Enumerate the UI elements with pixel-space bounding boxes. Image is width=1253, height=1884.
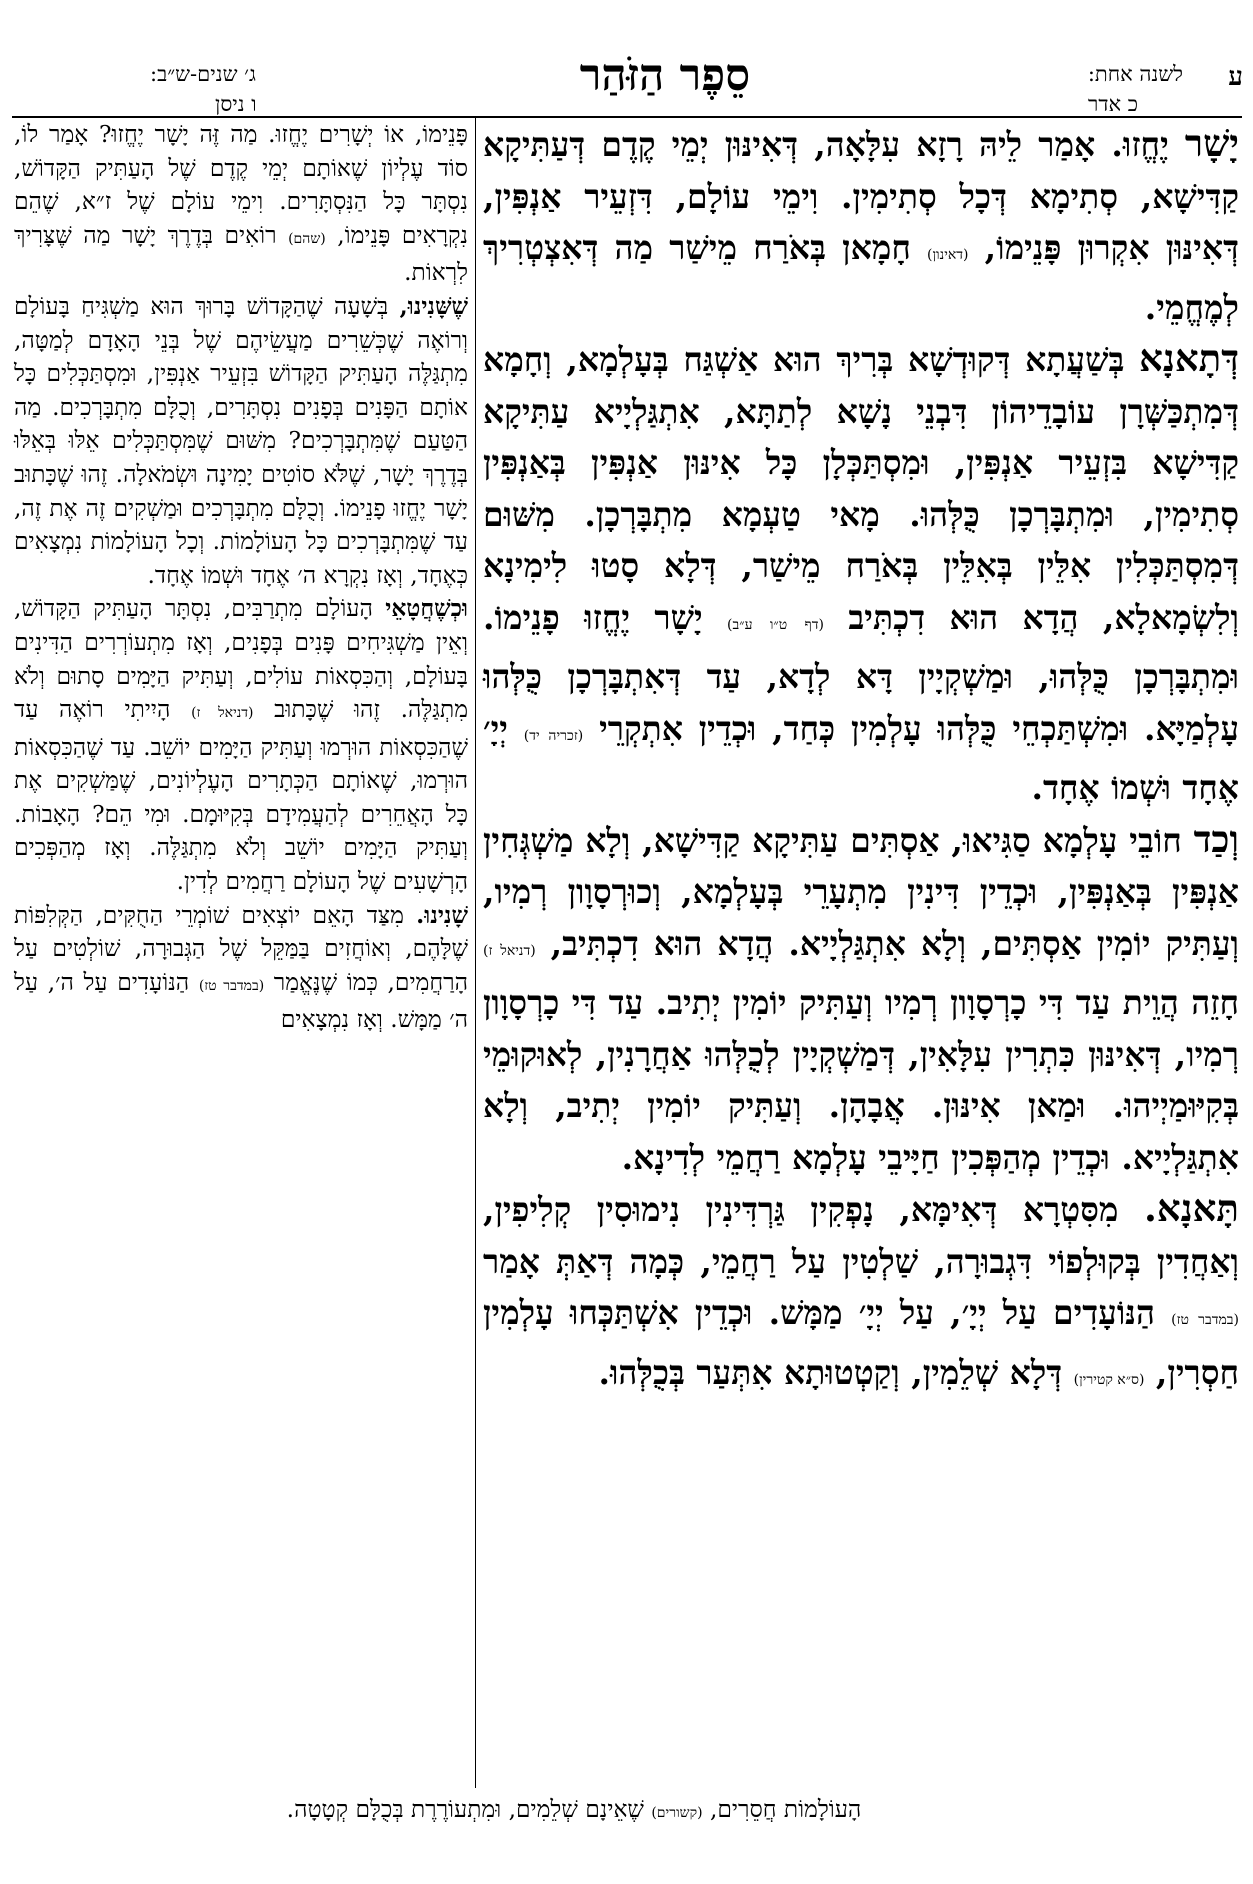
footer-continuation: [14, 1793, 1134, 1830]
main-paragraph-3: [483, 814, 1239, 1184]
source-reference: (דניאל ז): [191, 705, 254, 722]
side-paragraph-2: [14, 290, 468, 592]
opening-word: דְּתָאנָא: [1139, 336, 1239, 380]
header-left-line1: ג׳ שנים-ש״ב:: [150, 62, 256, 86]
opening-word: יָשָׁר: [1184, 121, 1239, 165]
opening-word: שֶׁשָּׁנִינוּ,: [399, 292, 468, 320]
source-reference: (זכריה יד): [523, 727, 584, 744]
paragraph-text: בְּשָׁעָה שֶׁהַקָּדוֹשׁ בָּרוּךְ הוּא מַשְׁגִּיחַ בָּעוֹלָם וְרוֹאֶה שֶׁכְּשֵׁרִים מַעֲשֵׂיהֶם שֶׁל בְּנֵי הָאָדָם לְמַטָּה, מִתְגַּלֶּה הָעַתִּיק הַקָּדוֹשׁ בִּזְעֵיר אַנְפִּין, וּמִסְתַּכְּלִים כָּל אוֹתָם הַפָּנִים בְּפָנִים נִסְתָּרִים, וְכֻלָּם מִתְבָּרְכִים. מַה הַטַּעַם שֶׁמִּתְבָּרְכִים? מִשּׁוּם שֶׁמִּסְתַּכְּלִים אֵלּוּ בְּאֵלּוּ בְּדֶרֶךְ יָשָׁר, שֶׁלֹּא סוֹטִים יָמִינָה וּשְׂמֹאלָה. זֶהוּ שֶׁכָּתוּב יָשָׁר יֶחֱזוּ פָנֵימוֹ. וְכֻלָּם מִתְבָּרְכִים וּמַשְׁקִים זֶה אֶת זֶה, עַד שֶׁמִּתְבָּרְכִים כָּל הָעוֹלָמוֹת. וְכָל הָעוֹלָמוֹת נִמְצָאִים כְּאֶחָד, וְאָז נִקְרָא ה׳ אֶחָד וּשְׁמוֹ אֶחָד.: [14, 292, 468, 589]
side-column-hebrew: [14, 118, 468, 1037]
source-reference: (דף ט״ו ע״ב): [727, 616, 824, 633]
paragraph-text: בְּשַׁעֲתָא דְּקוּדְשָׁא בְּרִיךְ הוּא אַשְׁגַּח בְּעָלְמָא, וְחָמָא דְּמִתְכַּשְּׁרָן עוֹבָדֵיהוֹן דִּבְנֵי נָשָׁא לְתַתָּא, אִתְגַּלְיָיא עַתִּיקָא קַדִּישָׁא בִּזְעֵיר אַנְפִּין, וּמִסְתַּכְּלָן כָּל אִינּוּן אַנְפִּין בְּאַנְפִּין סְתִימִין, וּמִתְבָּרְכָן כֻּלְּהוּ. מָאי טַעְמָא מִתְבָּרְכָן. מִשּׁוּם דְּמִסְתַּכְּלִין אִלֵּין בְּאִלֵּין בְּאֹרַח מֵישַׁר, דְּלָא סָטוּ לִימִינָא וְלִשְׂמָאלָא, הֲדָא הוּא דִכְתִּיב: [483, 340, 1239, 637]
paragraph-text: חָזֵה הֲוֵית עַד דִּי כָרְסָוָון רְמִיו וְעַתִּיק יוֹמִין יְתִיב. עַד דִּי כָרְסָוָון רְמִיו, דְּאִינּוּן כִּתְרִין עִלָּאִין, דְּמַשְׁקְיָין לְכֻלְּהוּ אַחֲרָנִין, לְאוּקוּמֵי בְּקִיּוּמַיְיהוּ. וּמַאן אִינּוּן. אֲבָהָן. וְעַתִּיק יוֹמִין יְתִיב, וְלָא אִתְגַּלְיָיא. וּכְדֵין מְהַפְּכִין חַיָּיבֵי עָלְמָא רַחֲמֵי לְדִינָא.: [483, 983, 1239, 1177]
main-paragraph-4: [483, 1183, 1239, 1406]
opening-word: וְכַד: [1193, 816, 1239, 861]
main-paragraph-2: [483, 333, 1239, 814]
header-left-line2: ו ניסן: [215, 92, 257, 116]
paragraph-text: חוֹבֵי עָלְמָא סַגִּיאוּ, אַסְתִּים עַתִּיקָא קַדִּישָׁא, וְלָא מַשְׁגְּחִין אַנְפִּין בְּאַנְפִּין, וּכְדֵין דִּינִין מִתְעָרֵי בְּעָלְמָא, וְכוּרְסָוָון רְמִיו, וְעַתִּיק יוֹמִין אַסְתִּים, וְלָא אִתְגַּלְיָיא. הֲדָא הוּא דִכְתִּיב,: [483, 820, 1239, 963]
paragraph-text: רוֹאִים בְּדֶרֶךְ יָשָׁר מַה שֶּׁצָּרִיךְ לִרְאוֹת.: [14, 221, 468, 287]
source-reference: (ס״א קטירין): [1073, 1371, 1145, 1388]
source-reference: (דאינון): [927, 247, 969, 263]
paragraph-text: הָעוֹלָם מִתְרַבִּים, נִסְתָּר הָעַתִּיק הַקָּדוֹשׁ, וְאֵין מַשְׁגִּיחִים פָּנִים בְּפָנִים, וְאָז מִתְעוֹרְרִים הַדִּינִים בָּעוֹלָם, וְהַכִּסְאוֹת עוֹלִים, וְעַתִּיק הַיָּמִים סָתוּם וְלֹא מִתְגַּלֶּה. זֶהוּ שֶׁכָּתוּב: [14, 595, 468, 724]
source-reference: (במדבר טז): [1171, 1312, 1240, 1328]
main-column-aramaic: [483, 118, 1239, 1406]
paragraph-text: הַנּוֹעָדִים עַל יְיָ׳, עַל יְיָ׳ מַמָּשׁ. וּכְדֵין אִשְׁתַּכְּחוּ עָלְמִין חַסְרִין,: [483, 1293, 1239, 1392]
source-reference: (דניאל ז): [483, 942, 536, 959]
paragraph-text: הַנּוֹעָדִים עַל ה׳, עַל ה׳ מַמָּשׁ. וְאָז נִמְצָאִים: [14, 968, 468, 1034]
side-paragraph-4: [14, 899, 468, 1037]
main-paragraph-1: [483, 118, 1239, 333]
side-paragraph-3: [14, 592, 468, 898]
paragraph-text: יְיָ׳ אֶחָד וּשְׁמוֹ אֶחָד.: [483, 708, 1239, 807]
paragraph-text: יֶחֱזוּ. אָמַר לֵיהּ רָזָא עִלָּאָה, דְּאִינּוּן יְמֵי קֶדֶם דְּעַתִּיקָא קַדִּישָׁא, סְתִימָא דְּכָל סְתִימִין. וִימֵי עוֹלָם, דִּזְעֵיר אַנְפִּין, דְּאִינּוּן אִקְרוּן פָּנֵימוֹ,: [483, 125, 1239, 267]
paragraph-text: מִצַּד הָאֵם יוֹצְאִים שׁוֹמְרֵי הַחֻקִּים, הַקְּלִפּוֹת שֶׁלָּהֶם, וְאוֹחֲזִים בַּמַּקֵּל שֶׁל הַגְּבוּרָה, שׁוֹלְטִים עַל הָרַחֲמִים, כְּמוֹ שֶׁנֶּאֱמַר: [14, 901, 468, 996]
paragraph-text: מִסִּטְרָא דְּאִימָּא, נָפְקִין גַּרְדִּינִין נִימוּסִין קְלִיפִין, וְאַחֲדִין בְּקוּלְפוֹי דִּגְבוּרָה, שַׁלְטִין עַל רַחֲמֵי, כְּמָה דְּאַתְּ אָמַר: [483, 1190, 1239, 1281]
page-title: סֵפֶר הַזֹּהַר: [579, 50, 751, 101]
source-reference: (קשורים): [651, 1805, 703, 1821]
source-reference: (שהם): [288, 230, 326, 247]
page-letter: ע: [1228, 62, 1243, 92]
side-paragraph-1: [14, 118, 468, 290]
paragraph-text: חָמָאן בְּאֹרַח מֵישַׁר מַה דְּאִצְטְרִיךְ לְמֶחֱמֵי.: [483, 228, 1239, 327]
source-reference: (במדבר טז): [198, 977, 265, 994]
paragraph-text: פָּנֵימוֹ, אוֹ יְשָׁרִים יֶחֱזוּ. מַה זֶּה יָשָׁר יֶחֱזוּ? אָמַר לוֹ, סוֹד עֶלְיוֹן שֶׁאוֹתָם יְמֵי קֶדֶם שֶׁל הָעַתִּיק הַקָּדוֹשׁ, נִסְתָּר כָּל הַנִּסְתָּרִים. וִימֵי עוֹלָם שֶׁל ז״א, שֶׁהֵם נִקְרָאִים פָּנֵימוֹ,: [14, 121, 468, 249]
header-right-line2: כ אדר: [1088, 92, 1138, 116]
paragraph-text: הָיִיתִי רוֹאֶה עַד שֶׁהַכִּסְאוֹת הוּרְמוּ וְעַתִּיק הַיָּמִים יוֹשֵׁב. עַד שֶׁהַכִּסְאוֹת הוּרְמוּ, שֶׁאוֹתָם הַכְּתָרִים הָעֶלְיוֹנִים, שֶׁמַּשְׁקִים אֶת כָּל הָאֲחֵרִים לְהַעֲמִידָם בְּקִיּוּמָם. וּמִי הֵם? הָאָבוֹת. וְעַתִּיק הַיָּמִים יוֹשֵׁב וְלֹא מִתְגַּלֶּה. וְאָז מְהַפְּכִים הָרְשָׁעִים שֶׁל הָעוֹלָם רַחֲמִים לְדִין.: [14, 696, 468, 896]
header-right-line1: לשנה אחת:: [1087, 62, 1183, 86]
opening-word: וּכְשֶׁחֲטָאֵי: [385, 595, 468, 623]
paragraph-text: דְּלָא שְׁלֵמִין, וְקַטְטוּתָא אִתְּעַר בְּכֻלְּהוּ.: [598, 1352, 1074, 1392]
page-header: [0, 0, 1253, 116]
column-divider: [475, 118, 476, 1788]
opening-word: שָׁנִינוּ.: [416, 901, 468, 929]
paragraph-text: יָשָׁר יֶחֱזוּ פָנֵימוֹ. וּמִתְבָּרְכָן כֻּלְּהוּ, וּמַשְׁקְיָין דָּא לְדָא, עַד דְּאִתְבָּרְכָן כֻּלְּהוּ עָלְמַיָּא. וּמִשְׁתַּכְחֵי כֻּלְּהוּ עָלְמִין כְּחַד, וּכְדֵין אִתְקְרֵי: [483, 597, 1240, 748]
opening-word: תָּאנָא.: [1144, 1186, 1239, 1230]
footer-text: שֶׁאֵינָם שְׁלֵמִים, וּמִתְעוֹרֶרֶת בְּכֻלָּם קְטָטָה.: [286, 1796, 652, 1823]
footer-text: הָעוֹלָמוֹת חֲסֵרִים,: [702, 1796, 862, 1823]
